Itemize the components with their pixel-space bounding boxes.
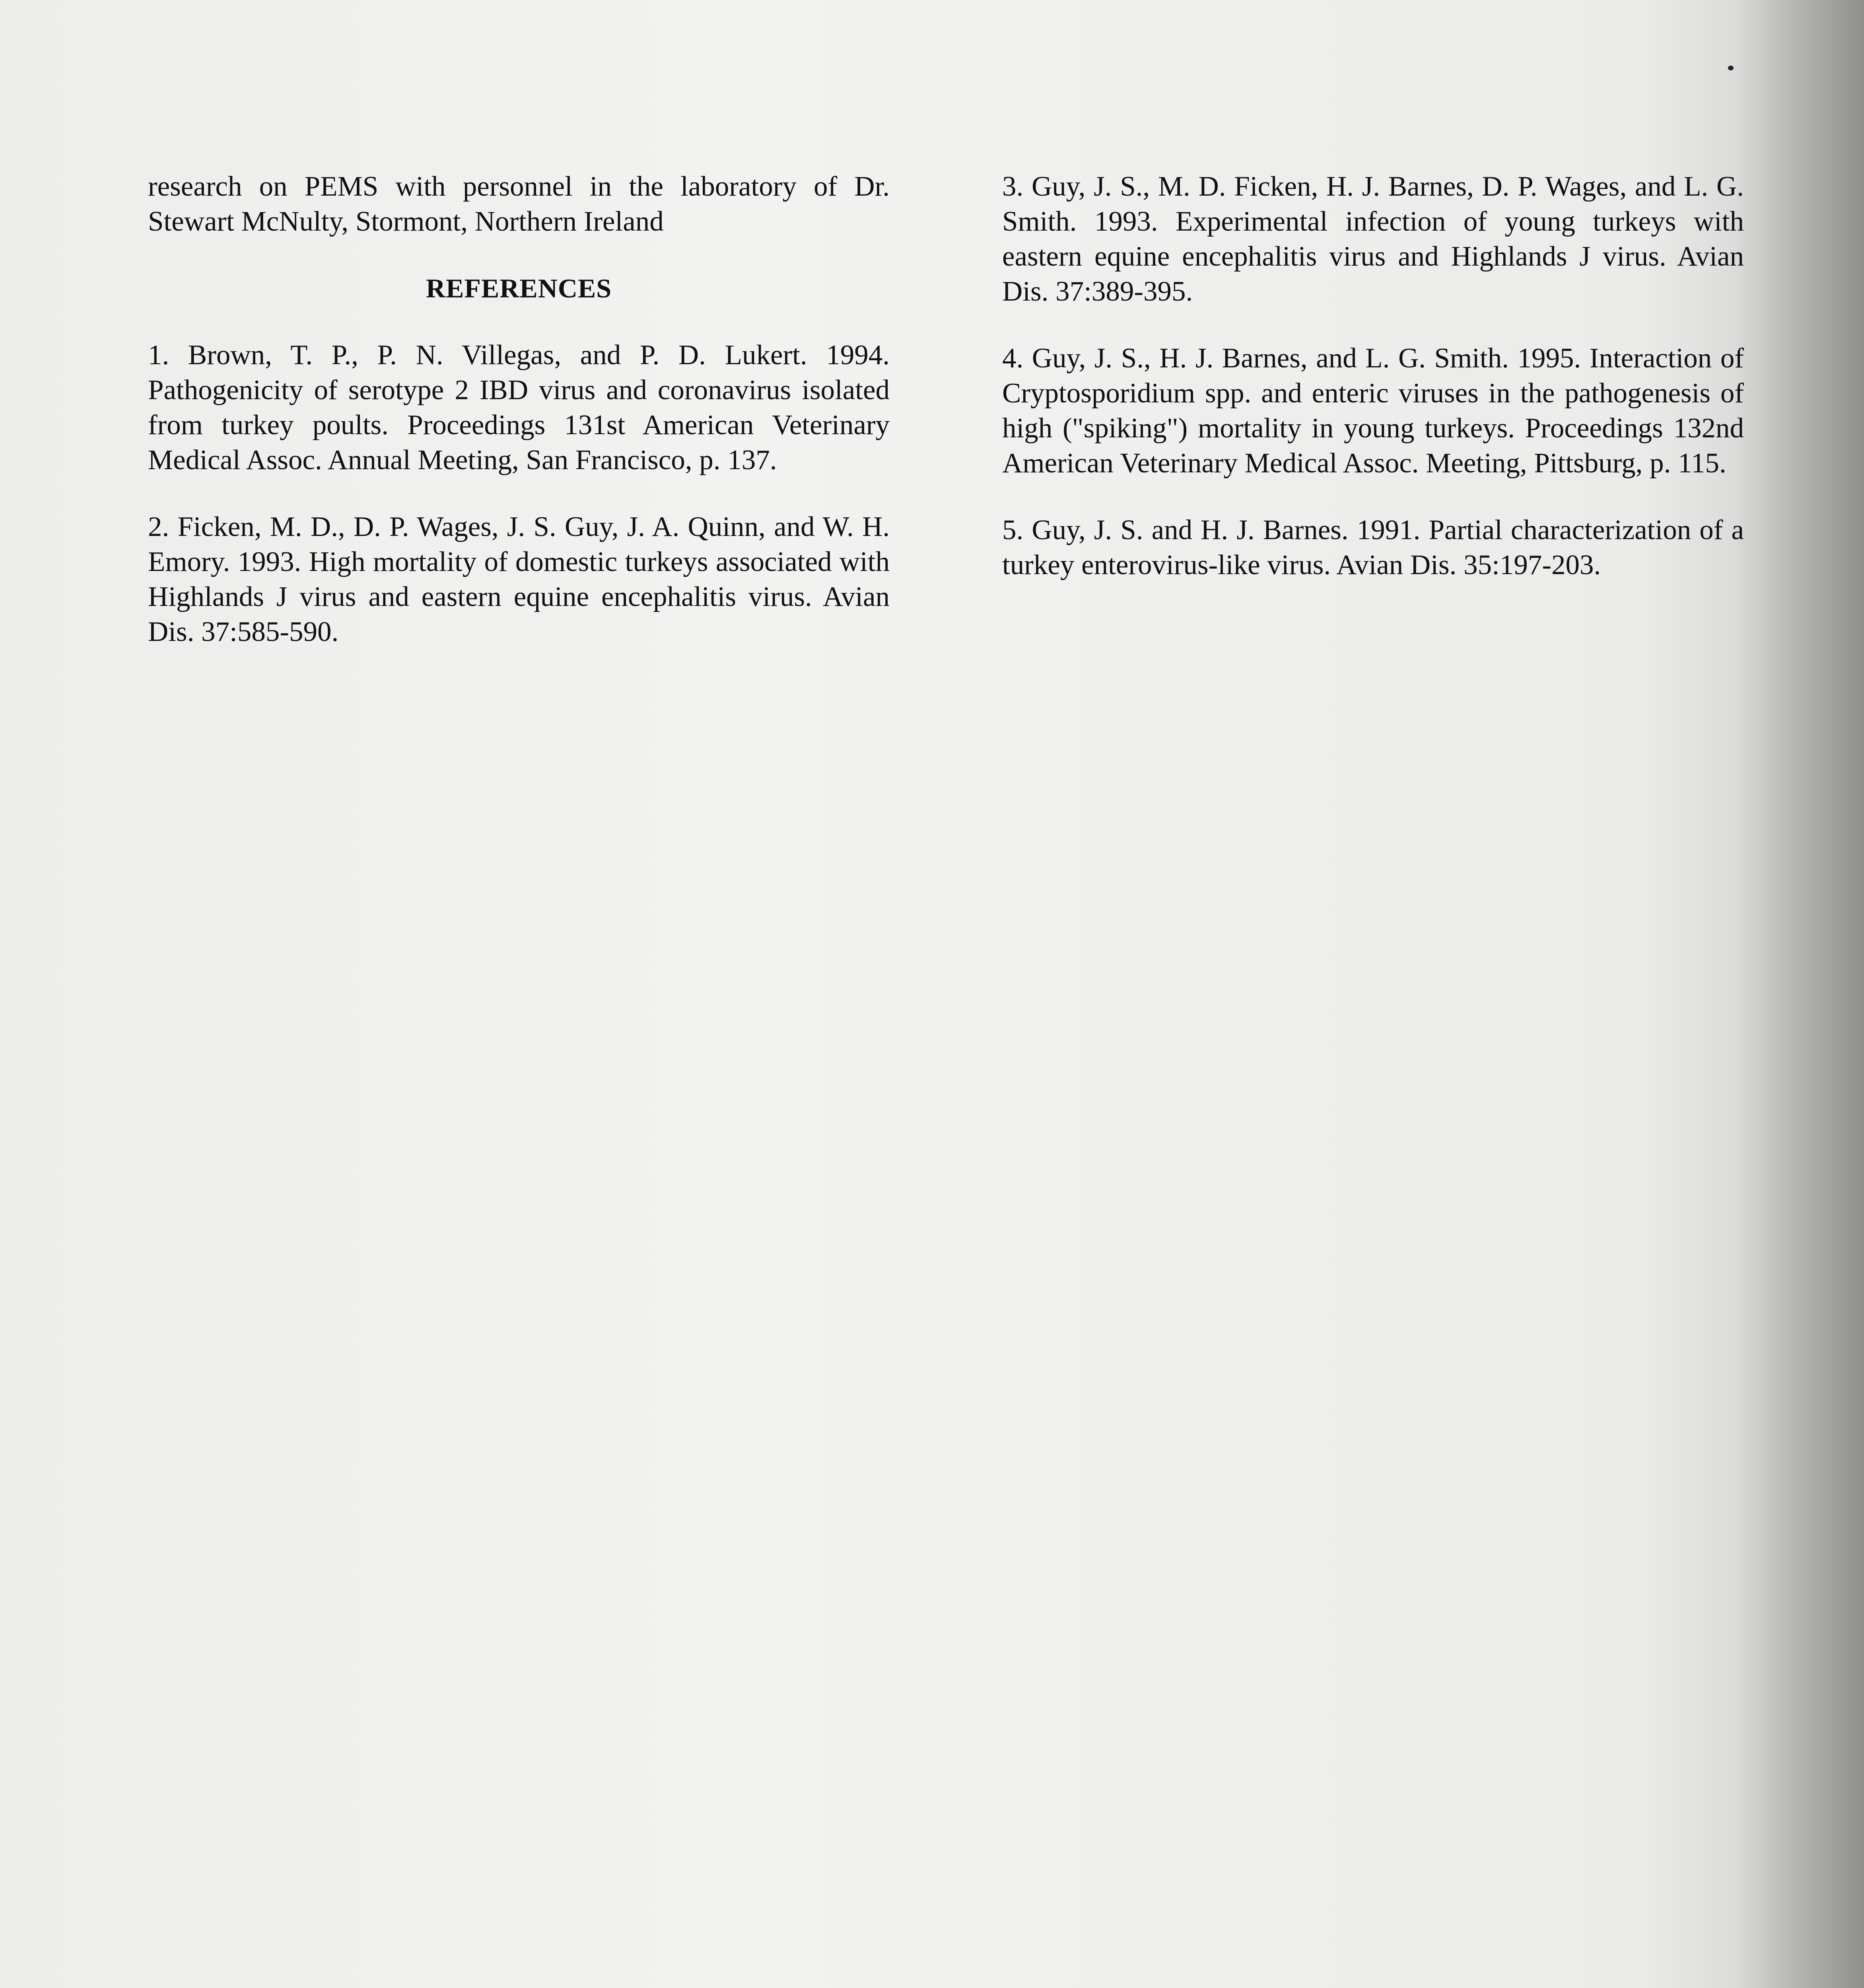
reference-item: 5. Guy, J. S. and H. J. Barnes. 1991. Partial characterization of a turkey enterovirus-like virus. Avian Dis. 35:197-203. xyxy=(1002,514,1744,580)
reference-item: 3. Guy, J. S., M. D. Ficken, H. J. Barnes, D. P. Wages, and L. G. Smith. 1993. Experimental infection of young turkeys with eastern equine encephalitis virus and Highlands J virus. Avian Dis. 37:389-395. xyxy=(1002,171,1744,307)
reference-item: 1. Brown, T. P., P. N. Villegas, and P. D. Lukert. 1994. Pathogenicity of serotype 2 IBD virus and coronavirus isolated from turkey poults. Proceedings 131st American Veterinary Medical Assoc. Annual Meeting, San Francisco, p. 137. xyxy=(148,340,890,476)
reference-item: 2. Ficken, M. D., D. P. Wages, J. S. Guy, J. A. Quinn, and W. H. Emory. 1993. High mortality of domestic turkeys associated with Highlands J virus and eastern equine encephalitis virus. Avian Dis. 37:585-590. xyxy=(148,511,890,647)
intro-paragraph: research on PEMS with personnel in the laboratory of Dr. Stewart McNulty, Stormont, Northern Ireland xyxy=(148,171,890,237)
scan-speck xyxy=(1728,66,1734,70)
references-heading: REFERENCES xyxy=(426,273,612,303)
left-column xyxy=(148,169,890,681)
reference-item: 4. Guy, J. S., H. J. Barnes, and L. G. Smith. 1995. Interaction of Cryptosporidium spp. and enteric viruses in the pathogenesis of high ("spiking") mortality in young turkeys. Proceedings 132nd American Veterinary Medical Assoc. Meeting, Pittsburg, p. 115. xyxy=(1002,343,1744,479)
right-column xyxy=(1002,169,1744,614)
